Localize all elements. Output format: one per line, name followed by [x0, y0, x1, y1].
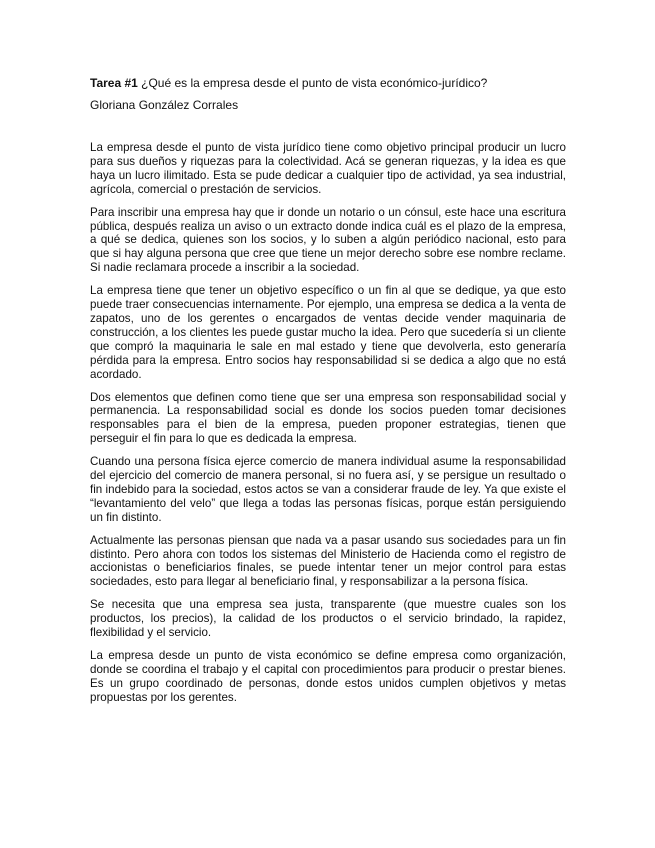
assignment-question: ¿Qué es la empresa desde el punto de vista económico-jurídico?: [137, 76, 488, 90]
paragraph-6: Actualmente las personas piensan que nada va a pasar usando sus sociedades para un fin distinto. Pero ahora con todos los sistemas del Ministerio de Hacienda como el registro de accionistas o beneficiarios finales, se puede intentar tener un mejor control para estas sociedades, esto para llegar al beneficiario final, y responsabilizar a la persona física.: [90, 533, 566, 589]
document-body: [90, 141, 566, 705]
paragraph-5: Cuando una persona física ejerce comercio de manera individual asume la responsabilidad del ejercicio del comercio de manera personal, si no fuera así, y se persigue un resultado o fin indebido para la sociedad, estos actos se van a considerar fraude de ley. Ya que existe el “levantamiento del velo” que llega a todas las personas físicas, porque están persiguiendo un fin distinto.: [90, 455, 566, 524]
paragraph-1: La empresa desde el punto de vista jurídico tiene como objetivo principal producir un lucro para sus dueños y riquezas para la colectividad. Acá se generan riquezas, y la idea es que haya un lucro ilimitado. Esta se pude dedicar a cualquier tipo de actividad, ya sea industrial, agrícola, comercial o prestación de servicios.: [90, 141, 566, 196]
assignment-title: [90, 76, 566, 91]
paragraph-4: Dos elementos que definen como tiene que ser una empresa son responsabilidad social y permanencia. La responsabilidad social es donde los socios pueden tomar decisiones responsables para el bien de la empresa, pueden proponer estrategias, tienen que perseguir el fin para lo que es dedicada la empresa.: [90, 390, 566, 446]
paragraph-8: La empresa desde un punto de vista económico se define empresa como organización, donde se coordina el trabajo y el capital con procedimientos para producir o prestar bienes. Es un grupo coordinado de personas, donde estos unidos cumplen objetivos y metas propuestas por los gerentes.: [90, 649, 566, 704]
document-page: [90, 76, 566, 714]
assignment-label: Tarea #1: [90, 76, 138, 90]
author-name: Gloriana González Corrales: [90, 98, 239, 112]
paragraph-7: Se necesita que una empresa sea justa, transparente (que muestre cuales son los productos, los precios), la calidad de los productos o el servicio brindado, la rapidez, flexibilidad y el servicio.: [90, 598, 566, 640]
paragraph-2: Para inscribir una empresa hay que ir donde un notario o un cónsul, este hace una escritura pública, después realiza un aviso o un extracto donde indica cuál es el plazo de la empresa, a qué se dedica, quienes son los socios, y lo suben a algún periódico nacional, esto para que si hay alguna persona que cree que tiene un mejor derecho sobre ese nombre reclame. Si nadie reclamara procede a inscribir a la sociedad.: [90, 205, 566, 275]
paragraph-3: La empresa tiene que tener un objetivo específico o un fin al que se dedique, ya que esto puede traer consecuencias internamente. Por ejemplo, una empresa se dedica a la venta de zapatos, uno de los gerentes o encargados de ventas decide vender maquinaria de construcción, a los clientes les puede gustar mucho la idea. Pero que sucedería si un cliente que compró la maquinaria le sale en mal estado y tiene que devolverla, esto generaría pérdida para la empresa. Entro socios hay responsabilidad si se dedica a algo que no está acordado.: [90, 284, 566, 381]
